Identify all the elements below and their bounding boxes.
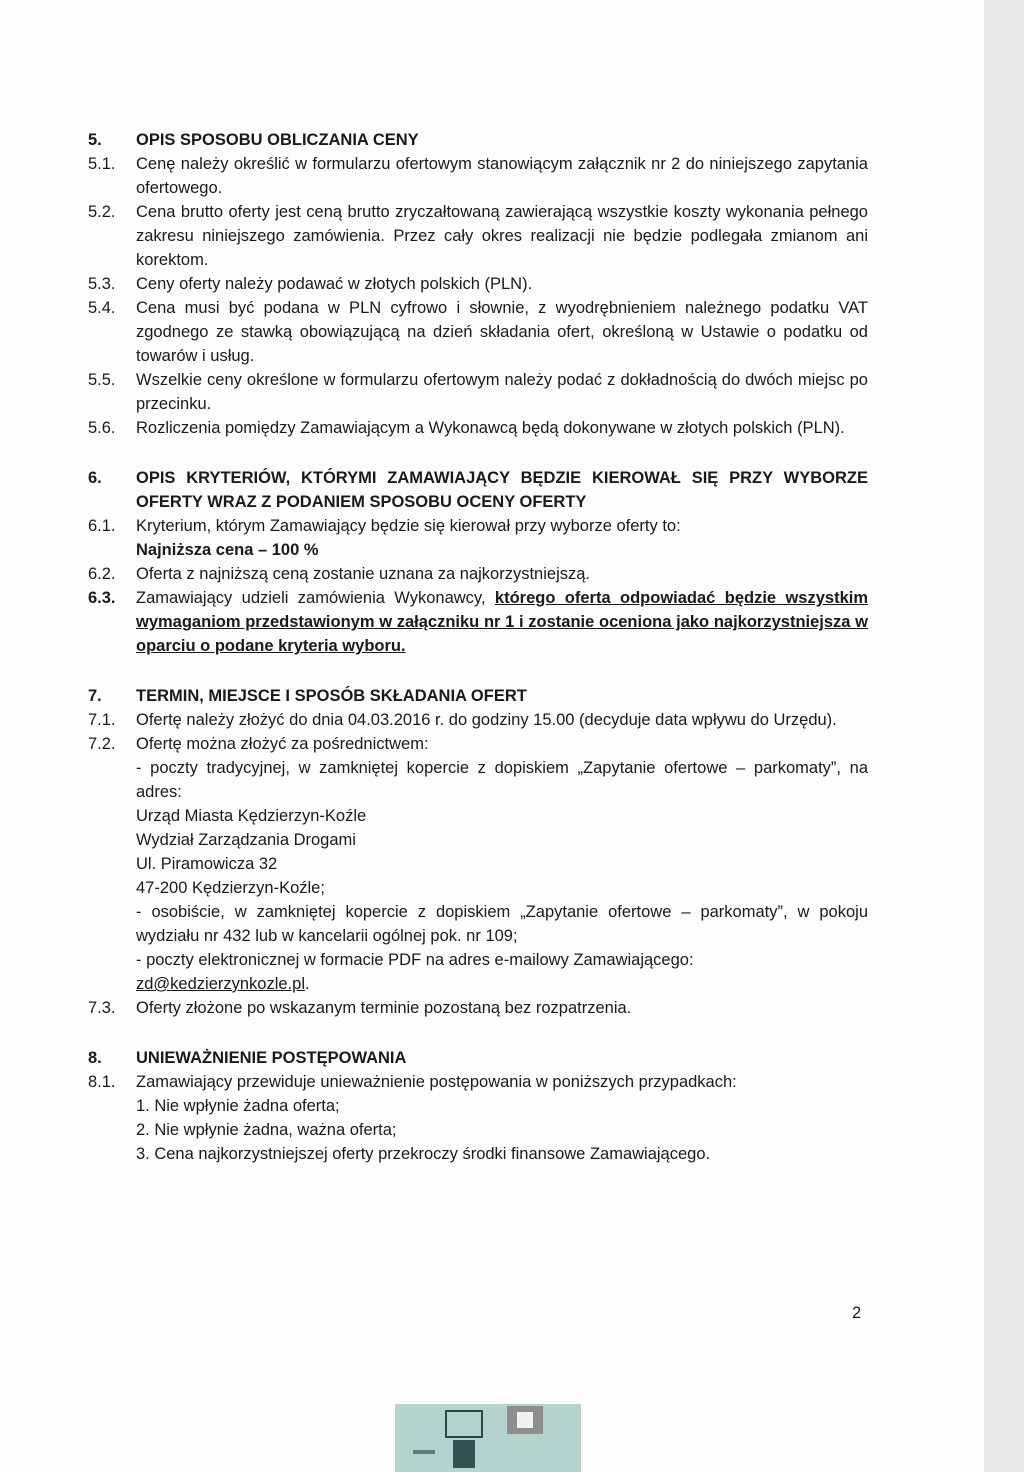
clause-text: Wszelkie ceny określone w formularzu ofertowym należy podać z dokładnością do dwóch miejsc po przecinku. bbox=[136, 371, 868, 413]
stamp-mark bbox=[445, 1410, 483, 1438]
clause-number: 7.2. bbox=[88, 735, 116, 753]
clause-text: Kryterium, którym Zamawiający będzie się kierował przy wyborze oferty to: bbox=[136, 517, 681, 535]
scan-stamp bbox=[395, 1404, 581, 1472]
section-5 bbox=[88, 128, 868, 440]
section-number: 8. bbox=[88, 1049, 102, 1067]
clause-text: Oferty złożone po wskazanym terminie pozostaną bez rozpatrzenia. bbox=[136, 999, 632, 1017]
clause-text: Cena musi być podana w PLN cyfrowo i słownie, z wyodrębnieniem należnego podatku VAT zgodnego ze stawką obowiązującą na dzień składania ofert, określoną w Ustawie o podatku od towarów i usług. bbox=[136, 299, 868, 365]
clause-5-5 bbox=[88, 368, 868, 416]
underlined-text: którego oferta odpowiadać będzie wszystkim wymaganiom przedstawionym w załączniku nr 1 i zostanie oceniona jako najkorzystniejsza w oparciu o podane kryteria wyboru. bbox=[136, 589, 868, 655]
address-line: 47-200 Kędzierzyn-Koźle; bbox=[136, 879, 325, 897]
clause-number: 6.3. bbox=[88, 589, 116, 607]
clause-7-2 bbox=[88, 732, 868, 996]
list-item: 1. Nie wpłynie żadna oferta; bbox=[136, 1097, 340, 1115]
page-number: 2 bbox=[852, 1304, 862, 1322]
section-6 bbox=[88, 466, 868, 658]
section-7 bbox=[88, 684, 868, 1020]
clause-5-2 bbox=[88, 200, 868, 272]
stamp-mark bbox=[413, 1450, 435, 1454]
email-line bbox=[136, 972, 868, 996]
option-email: - poczty elektronicznej w formacie PDF na adres e-mailowy Zamawiającego: bbox=[136, 951, 694, 969]
clause-8-1 bbox=[88, 1070, 868, 1166]
stamp-mark bbox=[517, 1412, 533, 1428]
clause-6-3 bbox=[88, 586, 868, 658]
clause-text: Rozliczenia pomiędzy Zamawiającym a Wykonawcą będą dokonywane w złotych polskich (PLN). bbox=[136, 419, 845, 437]
option-post: - poczty tradycyjnej, w zamkniętej kopercie z dopiskiem „Zapytanie ofertowe – parkomaty”, na adres: bbox=[136, 759, 868, 801]
clause-5-4 bbox=[88, 296, 868, 368]
section-heading bbox=[88, 466, 868, 514]
clause-text: Zamawiający udzieli zamówienia Wykonawcy, bbox=[136, 589, 495, 607]
clause-number: 5.4. bbox=[88, 299, 116, 317]
section-8 bbox=[88, 1046, 868, 1166]
clause-number: 5.5. bbox=[88, 371, 116, 389]
clause-body bbox=[136, 586, 868, 658]
section-number: 5. bbox=[88, 131, 102, 149]
clause-5-3 bbox=[88, 272, 868, 296]
clause-7-3 bbox=[88, 996, 868, 1020]
clause-number: 7.1. bbox=[88, 711, 116, 729]
clause-number: 6.1. bbox=[88, 517, 116, 535]
stamp-mark bbox=[453, 1440, 475, 1468]
section-title: OPIS KRYTERIÓW, KTÓRYMI ZAMAWIAJĄCY BĘDZIE KIEROWAŁ SIĘ PRZY WYBORZE OFERTY WRAZ Z PODANIEM SPOSOBU OCENY OFERTY bbox=[136, 469, 868, 511]
section-title: OPIS SPOSOBU OBLICZANIA CENY bbox=[136, 131, 419, 149]
address-line: Urząd Miasta Kędzierzyn-Koźle bbox=[136, 807, 367, 825]
section-heading bbox=[88, 128, 868, 152]
section-number: 6. bbox=[88, 469, 102, 487]
list-item: 3. Cena najkorzystniejszej oferty przekroczy środki finansowe Zamawiającego. bbox=[136, 1145, 711, 1163]
list-item: 2. Nie wpłynie żadna, ważna oferta; bbox=[136, 1121, 397, 1139]
address-line: Wydział Zarządzania Drogami bbox=[136, 831, 356, 849]
email-period: . bbox=[305, 975, 310, 993]
clause-6-1 bbox=[88, 514, 868, 562]
clause-text: Cenę należy określić w formularzu ofertowym stanowiącym załącznik nr 2 do niniejszego zapytania ofertowego. bbox=[136, 155, 868, 197]
clause-text: Oferta z najniższą ceną zostanie uznana za najkorzystniejszą. bbox=[136, 565, 590, 583]
clause-7-1 bbox=[88, 708, 868, 732]
clause-number: 5.3. bbox=[88, 275, 116, 293]
section-title: UNIEWAŻNIENIE POSTĘPOWANIA bbox=[136, 1049, 407, 1067]
clause-number: 5.1. bbox=[88, 155, 116, 173]
clause-5-6 bbox=[88, 416, 868, 440]
document-content bbox=[88, 128, 868, 1166]
clause-number: 6.2. bbox=[88, 565, 116, 583]
clause-text: Cena brutto oferty jest ceną brutto zryczałtowaną zawierającą wszystkie koszty wykonania pełnego zakresu niniejszego zamówienia. Przez cały okres realizacji nie będzie podlegała zmianom ani korektom. bbox=[136, 203, 868, 269]
section-heading bbox=[88, 684, 868, 708]
clause-text: Ofertę można złożyć za pośrednictwem: bbox=[136, 735, 429, 753]
clause-body bbox=[136, 732, 868, 996]
section-number: 7. bbox=[88, 687, 102, 705]
clause-5-1 bbox=[88, 152, 868, 200]
clause-text: Ceny oferty należy podawać w złotych polskich (PLN). bbox=[136, 275, 533, 293]
clause-number: 5.6. bbox=[88, 419, 116, 437]
clause-number: 5.2. bbox=[88, 203, 116, 221]
clause-6-2 bbox=[88, 562, 868, 586]
clause-body bbox=[136, 1070, 868, 1166]
clause-text: Zamawiający przewiduje unieważnienie postępowania w poniższych przypadkach: bbox=[136, 1073, 737, 1091]
address-line: Ul. Piramowicza 32 bbox=[136, 855, 278, 873]
clause-text: Ofertę należy złożyć do dnia 04.03.2016 r. do godziny 15.00 (decyduje data wpływu do Urzędu). bbox=[136, 711, 837, 729]
clause-body bbox=[136, 514, 868, 562]
clause-number: 8.1. bbox=[88, 1073, 116, 1091]
section-title: TERMIN, MIEJSCE I SPOSÓB SKŁADANIA OFERT bbox=[136, 687, 527, 705]
section-heading bbox=[88, 1046, 868, 1070]
email-link[interactable]: zd@kedzierzynkozle.pl bbox=[136, 975, 305, 993]
option-personal: - osobiście, w zamkniętej kopercie z dopiskiem „Zapytanie ofertowe – parkomaty”, w pokoju wydziału nr 432 lub w kancelarii ogólnej pok. nr 109; bbox=[136, 903, 868, 945]
criterion-bold: Najniższa cena – 100 % bbox=[136, 541, 319, 559]
delivery-options bbox=[136, 756, 868, 996]
clause-number: 7.3. bbox=[88, 999, 116, 1017]
